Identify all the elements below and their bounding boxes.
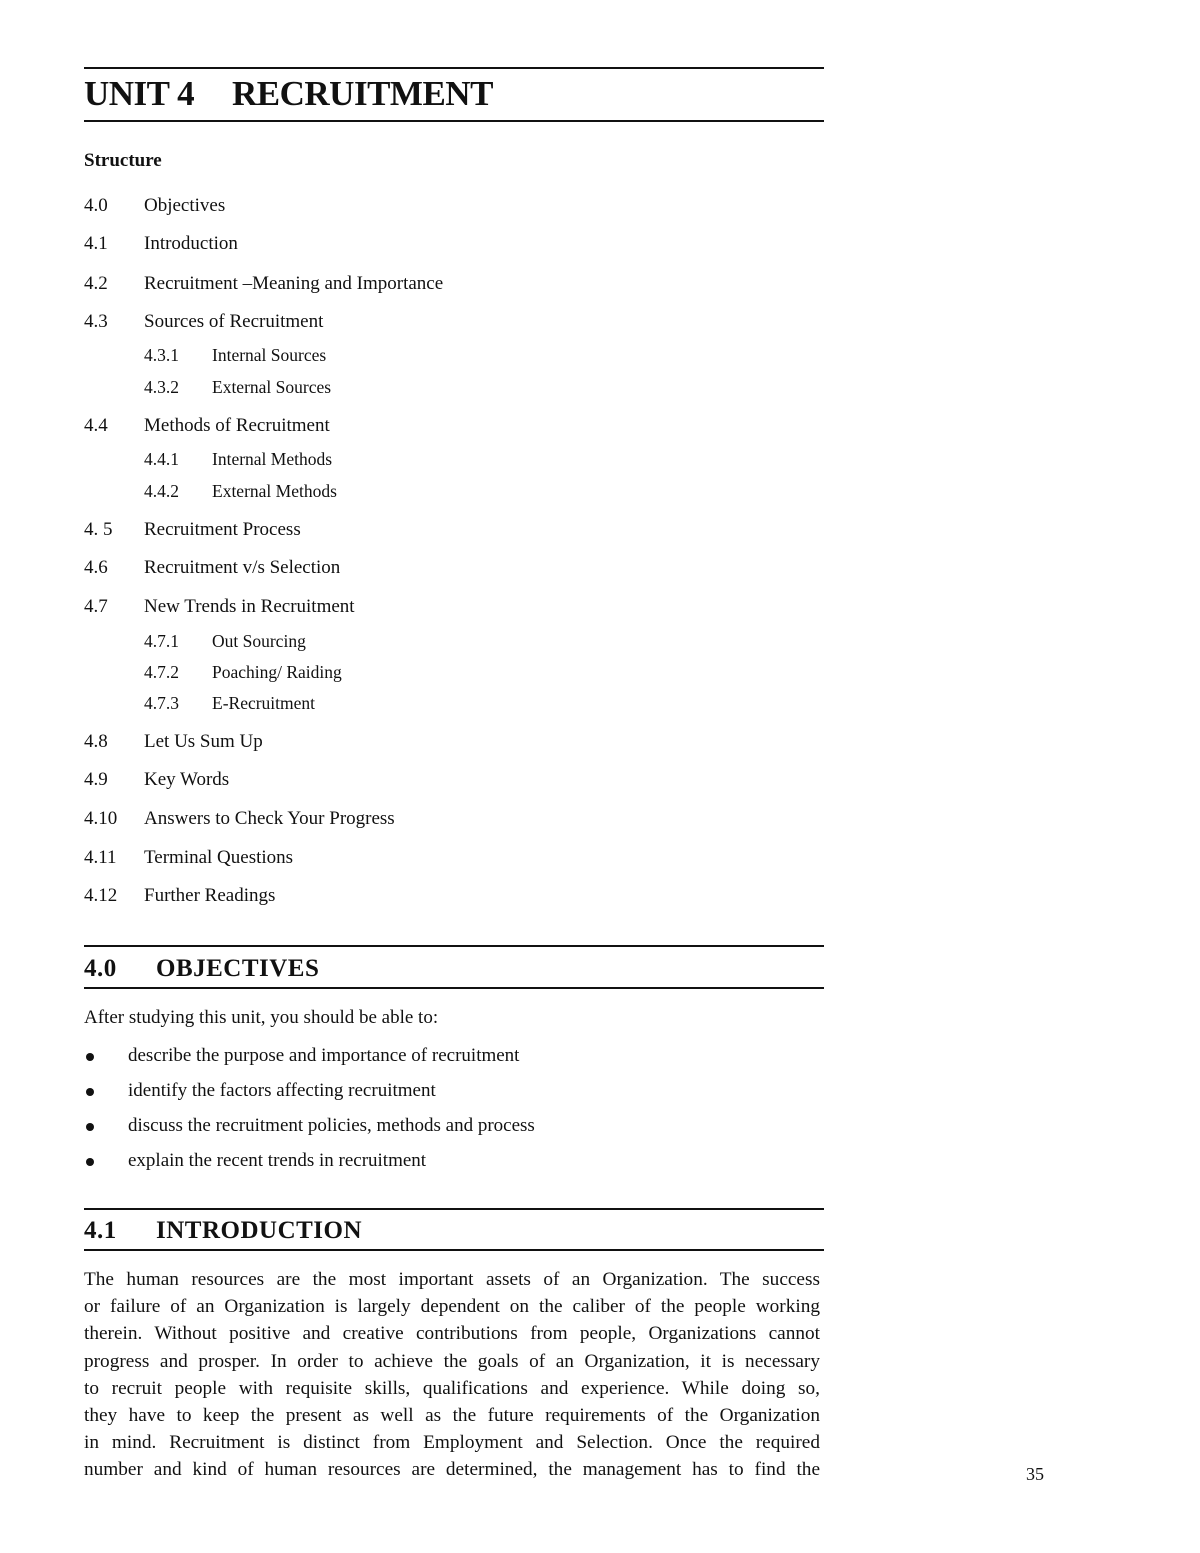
toc-title: Objectives <box>144 195 226 216</box>
objectives-top-rule <box>84 945 824 947</box>
toc-number: 4.8 <box>84 731 108 752</box>
toc-number: 4.2 <box>84 273 108 294</box>
toc-number: 4.7.2 <box>144 662 179 682</box>
toc-number: 4. 5 <box>84 519 113 540</box>
paragraph-line: therein. Without positive and creative contributions from people, Organizations cannot <box>84 1323 820 1345</box>
toc-title: Sources of Recruitment <box>144 311 324 332</box>
bullet-text: discuss the recruitment policies, methods and process <box>128 1115 535 1136</box>
toc-title: Terminal Questions <box>144 847 294 868</box>
top-rule <box>84 67 824 69</box>
bullet-text: explain the recent trends in recruitment <box>128 1150 427 1171</box>
bullet-icon <box>86 1158 94 1166</box>
objectives-lead: After studying this unit, you should be able to: <box>84 1007 439 1028</box>
toc-number: 4.7.1 <box>144 631 179 651</box>
toc-number: 4.3.2 <box>144 377 179 397</box>
paragraph-line: The human resources are the most important assets of an Organization. The success <box>84 1269 820 1290</box>
bullet-icon <box>86 1088 94 1096</box>
title-underline <box>84 120 824 122</box>
toc-number: 4.6 <box>84 557 108 578</box>
bullet-icon <box>86 1123 94 1131</box>
toc-title: External Methods <box>212 481 337 501</box>
structure-heading: Structure <box>84 150 162 171</box>
introduction-paragraph <box>84 1266 820 1484</box>
objectives-heading <box>84 953 319 985</box>
paragraph-line: to recruit people with requisite skills, qualifications and experience. While doing so, <box>84 1377 820 1399</box>
toc-title: Recruitment v/s Selection <box>144 557 341 578</box>
toc-title: Answers to Check Your Progress <box>144 808 395 829</box>
toc-number: 4.3 <box>84 311 108 332</box>
paragraph-line: progress and prosper. In order to achieve the goals of an Organization, it is necessary <box>84 1350 820 1372</box>
introduction-heading <box>84 1215 362 1247</box>
toc-number: 4.3.1 <box>144 345 179 365</box>
toc-title: Internal Methods <box>212 449 333 469</box>
toc-title: Key Words <box>144 769 230 790</box>
section-title-text: OBJECTIVES <box>156 955 320 982</box>
objectives-bottom-rule <box>84 987 824 989</box>
toc-title: External Sources <box>212 377 332 397</box>
toc-title: Introduction <box>144 233 238 254</box>
toc-number: 4.7 <box>84 596 108 617</box>
bullet-icon <box>86 1053 94 1061</box>
toc-number: 4.7.3 <box>144 693 179 713</box>
toc-title: Out Sourcing <box>212 631 306 651</box>
toc-number: 4.10 <box>84 808 118 829</box>
bullet-text: describe the purpose and importance of recruitment <box>128 1045 520 1066</box>
paragraph-line: number and kind of human resources are determined, the management has to find the <box>84 1459 820 1481</box>
unit-name: RECRUITMENT <box>232 74 493 113</box>
unit-title <box>84 70 493 118</box>
toc-number: 4.9 <box>84 769 108 790</box>
toc-number: 4.11 <box>84 847 117 868</box>
section-number: 4.1 <box>84 1217 117 1244</box>
toc-title: E-Recruitment <box>212 693 316 713</box>
toc-number: 4.4.1 <box>144 449 179 469</box>
toc-number: 4.12 <box>84 885 118 906</box>
toc-title: Poaching/ Raiding <box>212 662 342 682</box>
toc-number: 4.0 <box>84 195 108 216</box>
toc-title: Further Readings <box>144 885 276 906</box>
toc-title: New Trends in Recruitment <box>144 596 355 617</box>
toc-number: 4.4 <box>84 415 108 436</box>
section-number: 4.0 <box>84 955 117 982</box>
toc-title: Recruitment Process <box>144 519 301 540</box>
page-number: 35 <box>1026 1464 1044 1484</box>
toc-title: Recruitment –Meaning and Importance <box>144 273 444 294</box>
section-title-text: INTRODUCTION <box>156 1217 363 1244</box>
toc-title: Methods of Recruitment <box>144 415 330 436</box>
paragraph-line: they have to keep the present as well as the future requirements of the Organization <box>84 1405 820 1427</box>
toc-number: 4.1 <box>84 233 108 254</box>
toc-number: 4.4.2 <box>144 481 179 501</box>
bullet-text: identify the factors affecting recruitment <box>128 1080 436 1101</box>
introduction-top-rule <box>84 1208 824 1210</box>
paragraph-line: or failure of an Organization is largely dependent on the caliber of the people working <box>84 1296 820 1318</box>
introduction-bottom-rule <box>84 1249 824 1251</box>
toc-title: Internal Sources <box>212 345 327 365</box>
paragraph-line: in mind. Recruitment is distinct from Employment and Selection. Once the required <box>84 1432 820 1454</box>
unit-label: UNIT 4 <box>84 74 195 113</box>
toc-title: Let Us Sum Up <box>144 731 263 752</box>
